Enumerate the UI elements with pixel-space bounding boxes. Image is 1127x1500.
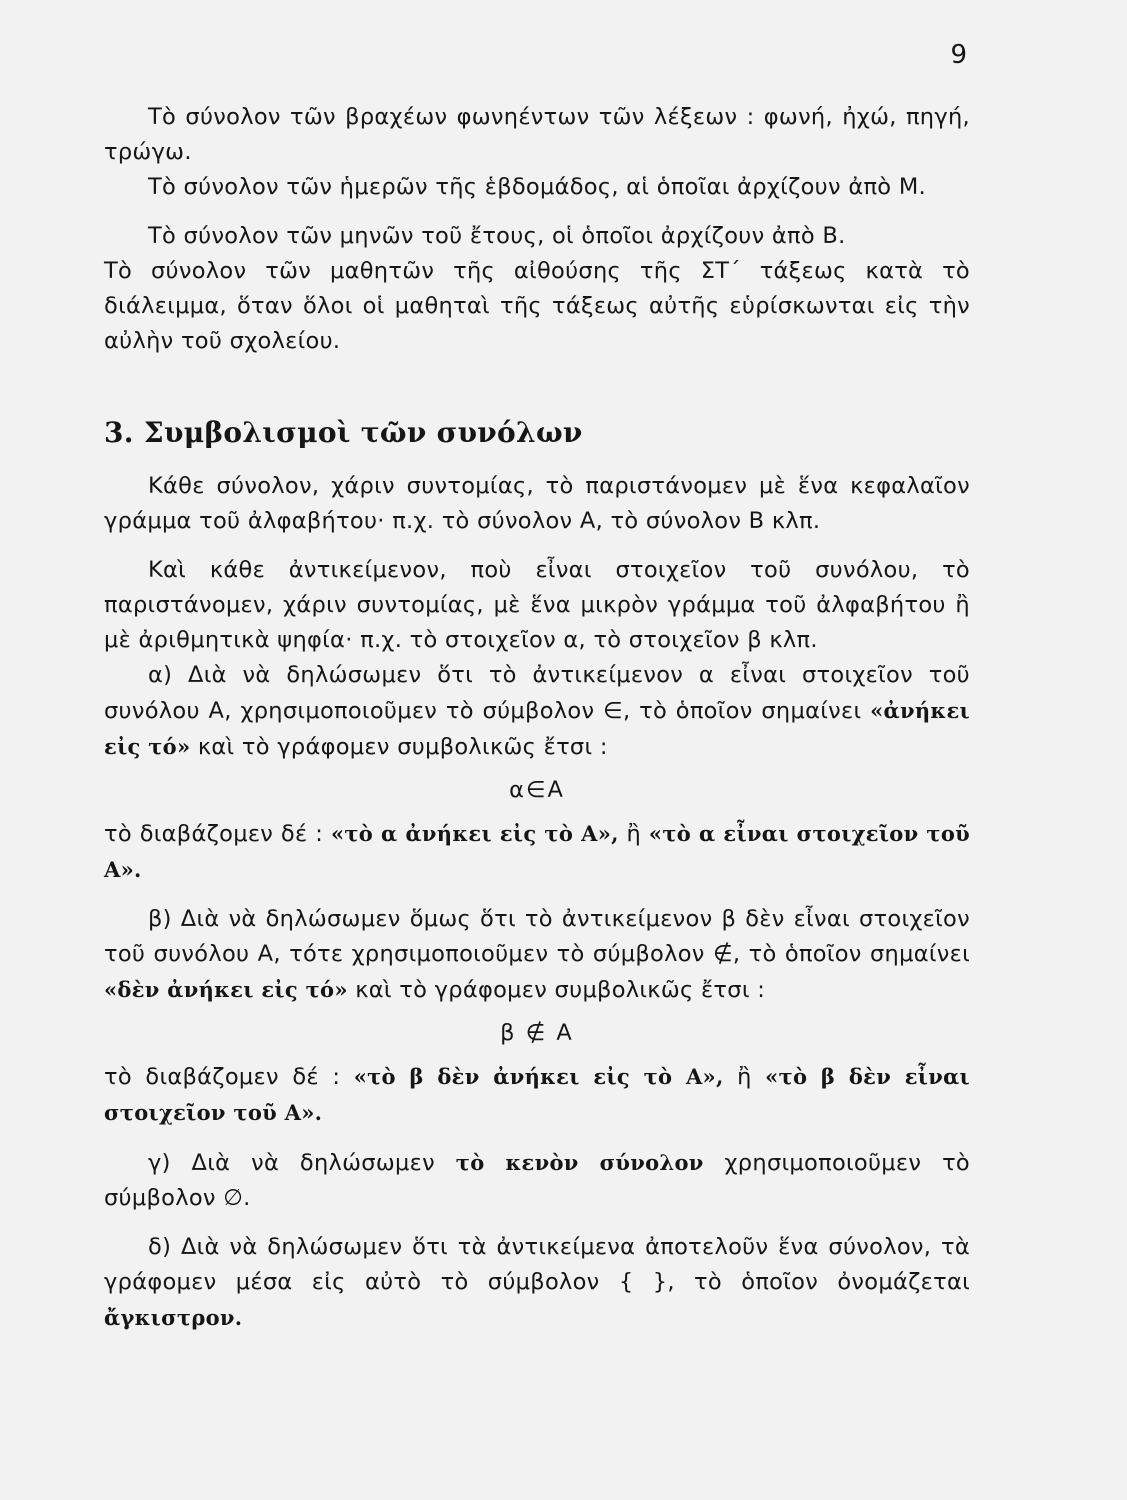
delta-text-1: δ) Διὰ νὰ δηλώσωμεν ὅτι τὰ ἀντικείμενα ἀποτελοῦν ἕνα σύνολον, τὰ γράφομεν μέσα εἰς αὐτὸ τὸ σύμβολον { }, τὸ ὁποῖον ὀνομάζεται [104, 1234, 970, 1295]
beta-reading [104, 1059, 970, 1131]
beta-read-bold-2: «τὸ β δὲν εἶναι στοιχεῖον τοῦ Α». [104, 1064, 971, 1125]
paragraph-alpha [104, 658, 970, 765]
delta-bold-braces: ἄγκιστρον. [104, 1305, 243, 1330]
example-days: Τὸ σύνολον τῶν ἡμερῶν τῆς ἑβδομάδος, αἱ ὁποῖαι ἀρχίζουν ἀπὸ Μ. [148, 174, 926, 200]
gamma-bold-empty-set: τὸ κενὸν σύνολον [455, 1150, 704, 1175]
alpha-read-bold-1: «τὸ α ἀνήκει εἰς τὸ Α», [330, 821, 619, 846]
alpha-read-prefix: τὸ διαβάζομεν δέ : [104, 821, 324, 847]
alpha-reading [104, 816, 970, 888]
alpha-text-2: καὶ τὸ γράφομεν συμβολικῶς ἔτσι : [197, 734, 608, 760]
beta-bold-not-belongs: «δὲν ἀνήκει εἰς τό» [104, 977, 348, 1002]
gamma-text-2: χρησιμοποιοῦμεν τὸ σύμβολον ∅. [104, 1150, 970, 1211]
paragraph-element-notation: Καὶ κάθε ἀντικείμενον, ποὺ εἶναι στοιχεῖον τοῦ συνόλου, τὸ παριστάνομεν, χάριν συντομίας, μὲ ἕνα μικρὸν γράμμα τοῦ ἀλφαβήτου ἢ μὲ ἀριθμητικὰ ψηφία· π.χ. τὸ στοιχεῖον α, τὸ στοιχεῖον β κλπ. [104, 557, 970, 653]
section-heading: 3. Συμβολισμοὶ τῶν συνόλων [104, 416, 583, 449]
gamma-text-1: γ) Διὰ νὰ δηλώσωμεν [148, 1150, 435, 1176]
example-vowels: Τὸ σύνολον τῶν βραχέων φωνηέντων τῶν λέξεων : φωνή, ἠχώ, πηγή, τρώγω. [104, 104, 970, 165]
beta-read-prefix: τὸ διαβάζομεν δέ : [104, 1064, 341, 1090]
beta-read-or: ἢ [737, 1064, 752, 1090]
alpha-text-1: α) Διὰ νὰ δηλώσωμεν ὅτι τὸ ἀντικείμενον α εἶναι στοιχεῖον τοῦ συνόλου Α, χρησιμοποιοῦμεν τὸ σύμβολον ∈, τὸ ὁποῖον σημαίνει [104, 662, 970, 724]
alpha-bold-belongs: «ἀνήκει εἰς τό» [104, 698, 970, 759]
paragraph-set-notation: Κάθε σύνολον, χάριν συντομίας, τὸ παριστάνομεν μὲ ἕνα κεφαλαῖον γράμμα τοῦ ἀλφαβήτου· π.χ. τὸ σύνολον Α, τὸ σύνολον Β κλπ. [104, 473, 970, 534]
beta-read-bold-1: «τὸ β δὲν ἀνήκει εἰς τὸ Α», [353, 1064, 724, 1089]
beta-text-2: καὶ τὸ γράφομεν συμβολικῶς ἔτσι : [355, 977, 766, 1003]
beta-text-1: β) Διὰ νὰ δηλώσωμεν ὅμως ὅτι τὸ ἀντικείμενον β δὲν εἶναι στοιχεῖον τοῦ συνόλου Α, τότε χρησιμοποιοῦμεν τὸ σύμβολον ∉, τὸ ὁποῖον σημαίνει [104, 906, 970, 967]
paragraph-gamma [104, 1145, 970, 1216]
paragraph-delta [104, 1230, 970, 1336]
page-content [104, 100, 970, 1336]
example-months: Τὸ σύνολον τῶν μηνῶν τοῦ ἔτους, οἱ ὁποῖοι ἀρχίζουν ἀπὸ Β. [148, 223, 846, 249]
alpha-read-bold-2: «τὸ α εἶναι στοιχεῖον τοῦ Α». [104, 821, 971, 882]
paragraph-beta [104, 902, 970, 1008]
formula-not-element-of: β ∉ Α [500, 1020, 574, 1046]
page-number: 9 [950, 40, 967, 70]
formula-element-of: α∈Α [509, 777, 565, 803]
example-students: Τὸ σύνολον τῶν μαθητῶν τῆς αἰθούσης τῆς ΣΤ΄ τάξεως κατὰ τὸ διάλειμμα, ὅταν ὅλοι οἱ μαθηταὶ τῆς τάξεως αὐτῆς εὑρίσκωνται εἰς τὴν αὐλὴν τοῦ σχολείου. [104, 258, 970, 354]
alpha-read-or: ἢ [626, 821, 642, 847]
